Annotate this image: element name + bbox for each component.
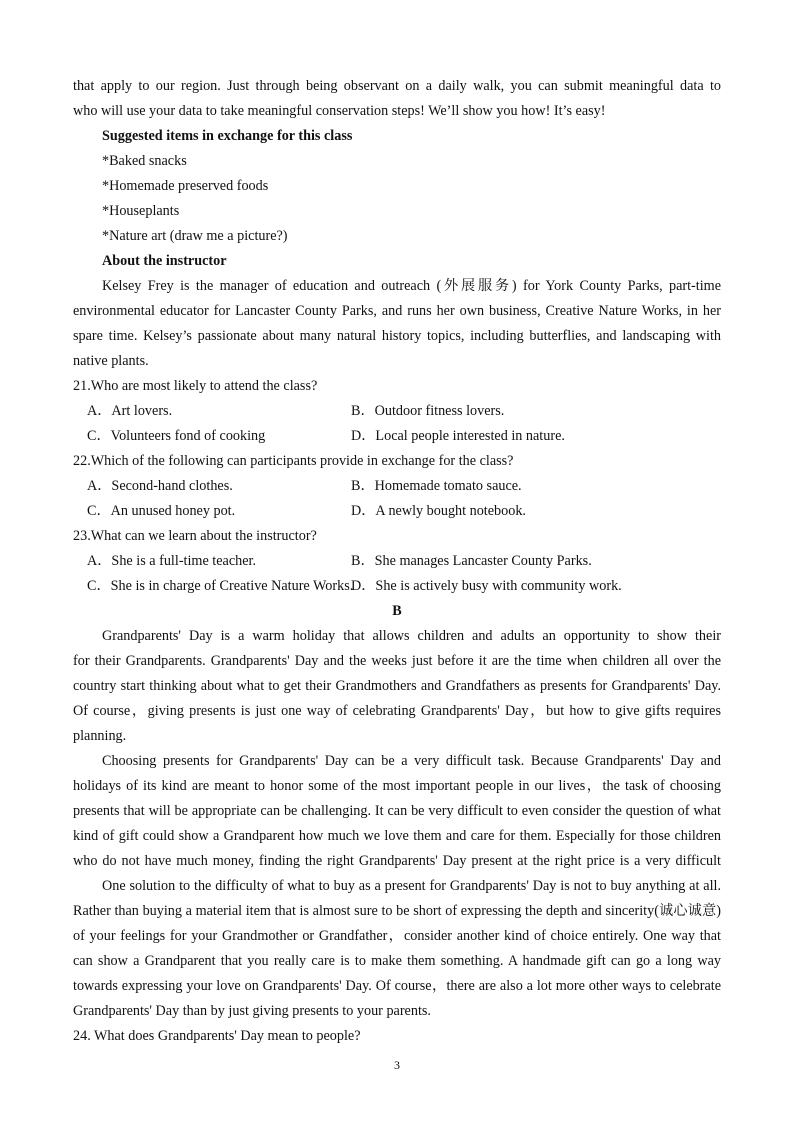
question-22 xyxy=(73,449,721,524)
option-b[interactable]: B．Outdoor fitness lovers. xyxy=(351,403,505,419)
text-line: can show a Grandparent that you really care is to make them something. A handmade gift can go a long way xyxy=(73,953,721,969)
text-line: who do not have much money, finding the right Grandparents' Day present at the right price is a very difficult xyxy=(73,853,721,869)
question-stem: 22.Which of the following can participants provide in exchange for the class? xyxy=(73,453,514,469)
text-line: environmental educator for Lancaster County Parks, and runs her own business, Creative Nature Works, in her xyxy=(73,303,721,319)
question-23 xyxy=(73,524,721,599)
text-line: towards expressing your love on Grandparents' Day. Of course，there are also a lot more other ways to celebrate xyxy=(73,978,721,994)
paragraph-2 xyxy=(73,749,721,874)
section-label-b: B xyxy=(392,603,402,619)
text-line: that apply to our region. Just through being observant on a daily walk, you can submit meaningful data to xyxy=(73,78,721,94)
option-d[interactable]: D．Local people interested in nature. xyxy=(351,428,565,444)
paragraph-1 xyxy=(73,624,721,749)
question-stem: 23.What can we learn about the instructor? xyxy=(73,528,317,544)
text-line: Choosing presents for Grandparents' Day can be a very difficult task. Because Grandparents' Day and xyxy=(102,753,721,769)
option-row xyxy=(73,399,721,424)
list-item: *Baked snacks xyxy=(102,153,187,169)
text-line: of your feelings for your Grandmother or Grandfather，consider another kind of choice entirely. One way that xyxy=(73,928,721,944)
option-a[interactable]: A．Art lovers. xyxy=(87,403,173,419)
text-line: kind of gift could show a Grandparent how much we love them and care for them. Especially for those children xyxy=(73,828,721,844)
option-c[interactable]: C．Volunteers fond of cooking xyxy=(87,428,266,444)
list-item: *Homemade preserved foods xyxy=(102,178,269,194)
text-line: Kelsey Frey is the manager of education and outreach (外展服务) for York County Parks, part-time xyxy=(102,278,721,294)
option-b[interactable]: B．Homemade tomato sauce. xyxy=(351,478,522,494)
option-row xyxy=(73,549,721,574)
text-line: country start thinking about what to get their Grandmothers and Grandfathers as presents for Grandparents' Day. xyxy=(73,678,721,694)
option-d[interactable]: D．A newly bought notebook. xyxy=(351,503,526,519)
text-line: spare time. Kelsey’s passionate about many natural history topics, including butterflies, and landscaping with xyxy=(73,328,721,344)
option-a[interactable]: A．She is a full-time teacher. xyxy=(87,553,257,569)
paragraph-3 xyxy=(73,874,721,1024)
option-b[interactable]: B．She manages Lancaster County Parks. xyxy=(351,553,592,569)
section-heading: About the instructor xyxy=(102,253,227,269)
text-line: planning. xyxy=(73,728,127,744)
question-24-stem: 24. What does Grandparents' Day mean to people? xyxy=(73,1028,361,1044)
suggested-items xyxy=(73,124,721,249)
about-instructor xyxy=(73,249,721,374)
text-line: One solution to the difficulty of what to buy as a present for Grandparents' Day is not to buy anything at all. xyxy=(102,878,721,894)
text-line: Grandparents' Day is a warm holiday that allows children and adults an opportunity to show their xyxy=(102,628,721,644)
option-row xyxy=(73,474,721,499)
text-line: Of course，giving presents is just one way of celebrating Grandparents' Day，but how to give gifts requires xyxy=(73,703,721,719)
passage-a-tail xyxy=(73,74,721,124)
text-line: native plants. xyxy=(73,353,149,369)
text-line: presents that will be appropriate can be challenging. It can be very difficult to even consider the question of what xyxy=(73,803,721,819)
text-line: holidays of its kind are meant to honor some of the most important people in our lives，the task of choosing xyxy=(73,778,721,794)
section-heading: Suggested items in exchange for this class xyxy=(102,128,353,144)
list-item: *Houseplants xyxy=(102,203,180,219)
option-row xyxy=(73,424,721,449)
option-c[interactable]: C．An unused honey pot. xyxy=(87,503,236,519)
option-d[interactable]: D．She is actively busy with community work. xyxy=(351,578,622,594)
option-row xyxy=(73,499,721,524)
text-line: who will use your data to take meaningful conservation steps! We’ll show you how! It’s easy! xyxy=(73,103,606,119)
question-21 xyxy=(73,374,721,449)
list-item: *Nature art (draw me a picture?) xyxy=(102,228,288,244)
option-a[interactable]: A．Second-hand clothes. xyxy=(87,478,233,494)
question-stem: 21.Who are most likely to attend the class? xyxy=(73,378,318,394)
option-c[interactable]: C．She is in charge of Creative Nature Works. xyxy=(87,578,354,594)
option-row xyxy=(73,574,721,599)
text-line: Rather than buying a material item that is almost sure to be short of expressing the depth and sincerity(诚心诚意) xyxy=(73,903,721,919)
page-number: 3 xyxy=(394,1058,400,1072)
text-line: for their Grandparents. Grandparents' Day and the weeks just before it are the time when children all over the xyxy=(73,653,721,669)
text-line: Grandparents' Day than by just giving presents to your parents. xyxy=(73,1003,431,1019)
